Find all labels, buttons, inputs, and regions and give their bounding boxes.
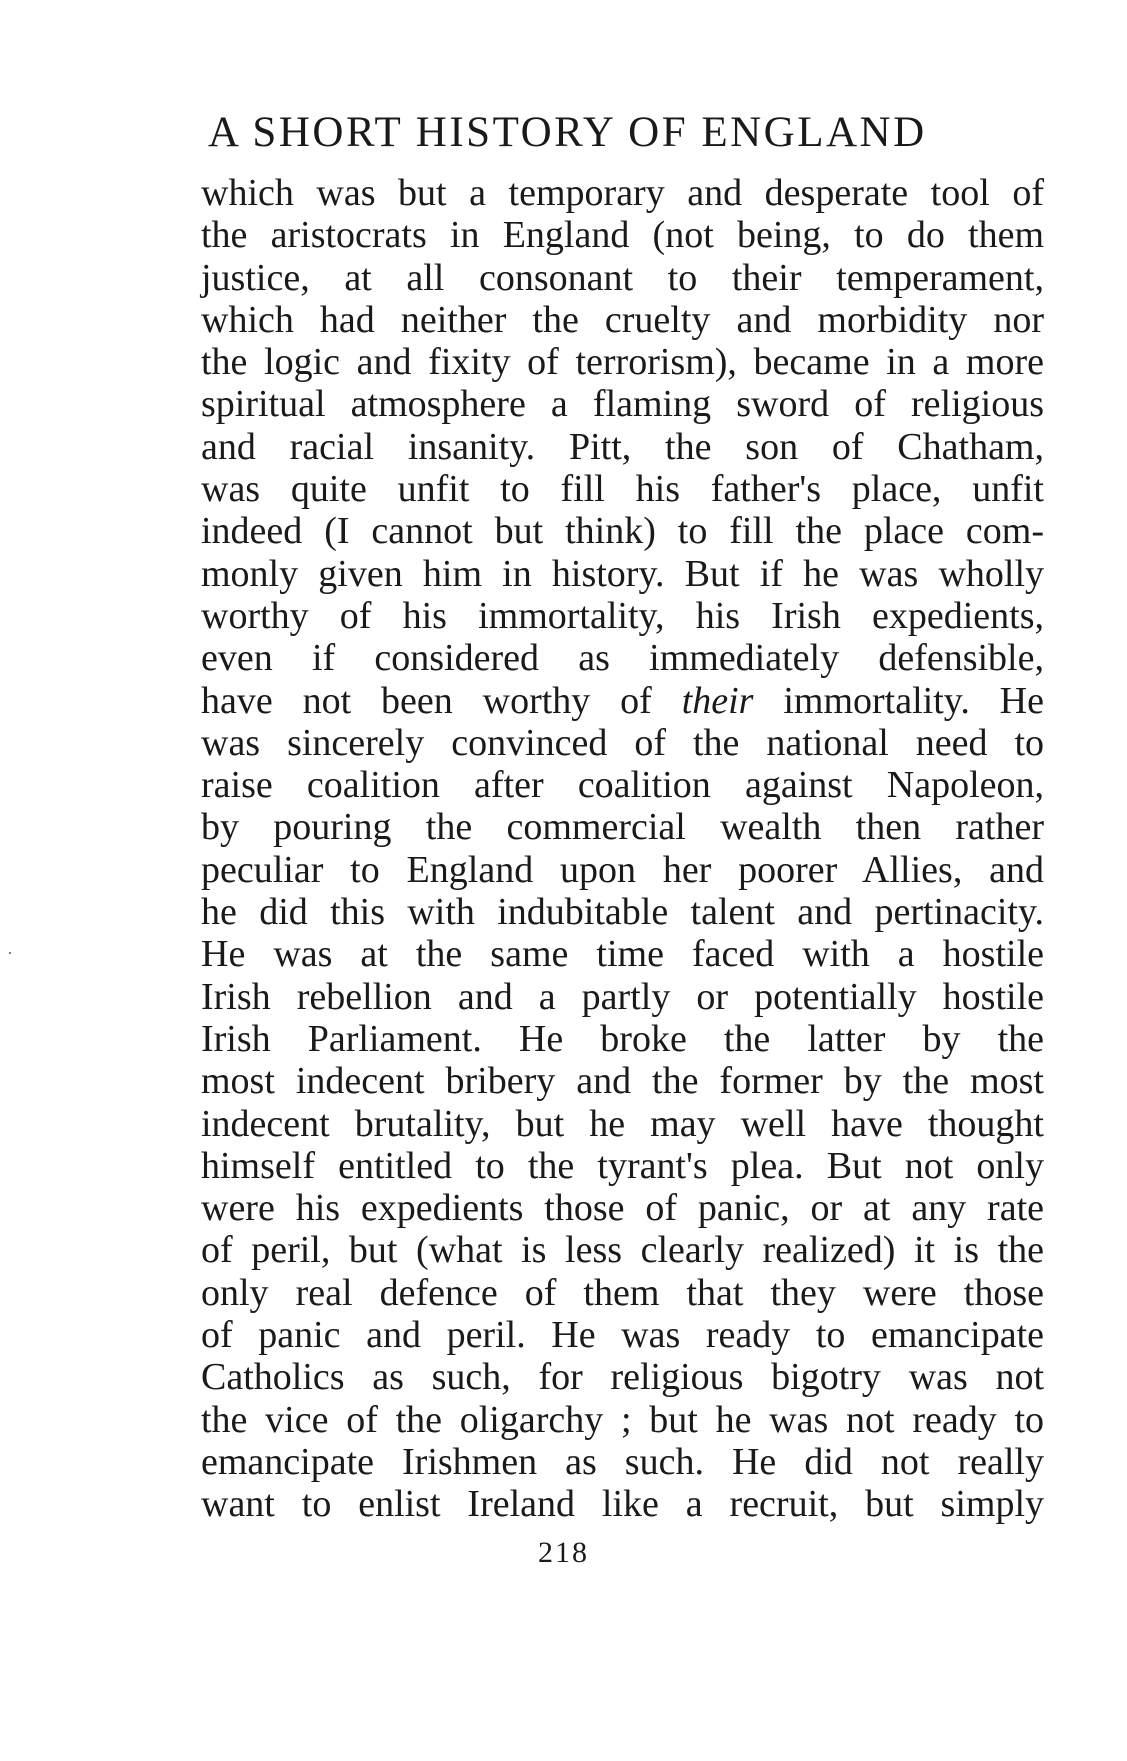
text-line: was quite unfit to fill his father's place, unfit xyxy=(201,468,1044,511)
text-line: was sincerely convinced of the national need to xyxy=(201,721,1044,764)
text-line: which was but a temporary and desperate tool of xyxy=(201,172,1044,214)
text-line: He was at the same time faced with a hostile xyxy=(201,933,1044,976)
text-line: and racial insanity. Pitt, the son of Chatham, xyxy=(201,425,1044,468)
text-segment: immortality. He xyxy=(753,679,1044,722)
text-line: the aristocrats in England (not being, to do them xyxy=(201,214,1044,257)
text-line: raise coalition after coalition against Napoleon, xyxy=(201,764,1044,807)
margin-speck xyxy=(9,952,11,954)
text-line: himself entitled to the tyrant's plea. But not only xyxy=(201,1144,1044,1187)
text-line: most indecent bribery and the former by the most xyxy=(201,1060,1044,1103)
text-line: want to enlist Ireland like a recruit, but simply xyxy=(201,1483,1044,1526)
text-line: indeed (I cannot but think) to fill the place com- xyxy=(201,510,1044,553)
page-number: 218 xyxy=(538,1536,589,1569)
text-line: he did this with indubitable talent and pertinacity. xyxy=(201,891,1044,934)
text-segment: have not been worthy of xyxy=(201,679,682,722)
text-line: emancipate Irishmen as such. He did not really xyxy=(201,1440,1044,1483)
text-line: Irish rebellion and a partly or potentially hostile xyxy=(201,975,1044,1018)
text-line: of peril, but (what is less clearly realized) it is the xyxy=(201,1229,1044,1272)
text-line: the logic and fixity of terrorism), became in a more xyxy=(201,341,1044,384)
text-line: justice, at all consonant to their temperament, xyxy=(201,256,1044,299)
text-line: Catholics as such, for religious bigotry was not xyxy=(201,1356,1044,1399)
text-line: which had neither the cruelty and morbidity nor xyxy=(201,298,1044,341)
text-line: worthy of his immortality, his Irish expedients, xyxy=(201,594,1044,637)
text-line: indecent brutality, but he may well have thought xyxy=(201,1102,1044,1145)
text-line: by pouring the commercial wealth then rather xyxy=(201,806,1044,849)
running-head: A SHORT HISTORY OF ENGLAND xyxy=(208,109,927,156)
text-line: were his expedients those of panic, or at any rate xyxy=(201,1187,1044,1230)
text-line: peculiar to England upon her poorer Allies, and xyxy=(201,848,1044,891)
italic-word: their xyxy=(681,679,754,722)
body-text xyxy=(201,172,1044,1526)
text-line: the vice of the oligarchy ; but he was not ready to xyxy=(201,1398,1044,1441)
text-line xyxy=(201,680,1044,722)
text-line: spiritual atmosphere a flaming sword of religious xyxy=(201,383,1044,426)
text-line: monly given him in history. But if he was wholly xyxy=(201,552,1044,595)
text-line: of panic and peril. He was ready to emancipate xyxy=(201,1314,1044,1357)
text-line: even if considered as immediately defensible, xyxy=(201,637,1044,680)
text-line: Irish Parliament. He broke the latter by the xyxy=(201,1017,1044,1060)
text-line: only real defence of them that they were those xyxy=(201,1271,1044,1314)
